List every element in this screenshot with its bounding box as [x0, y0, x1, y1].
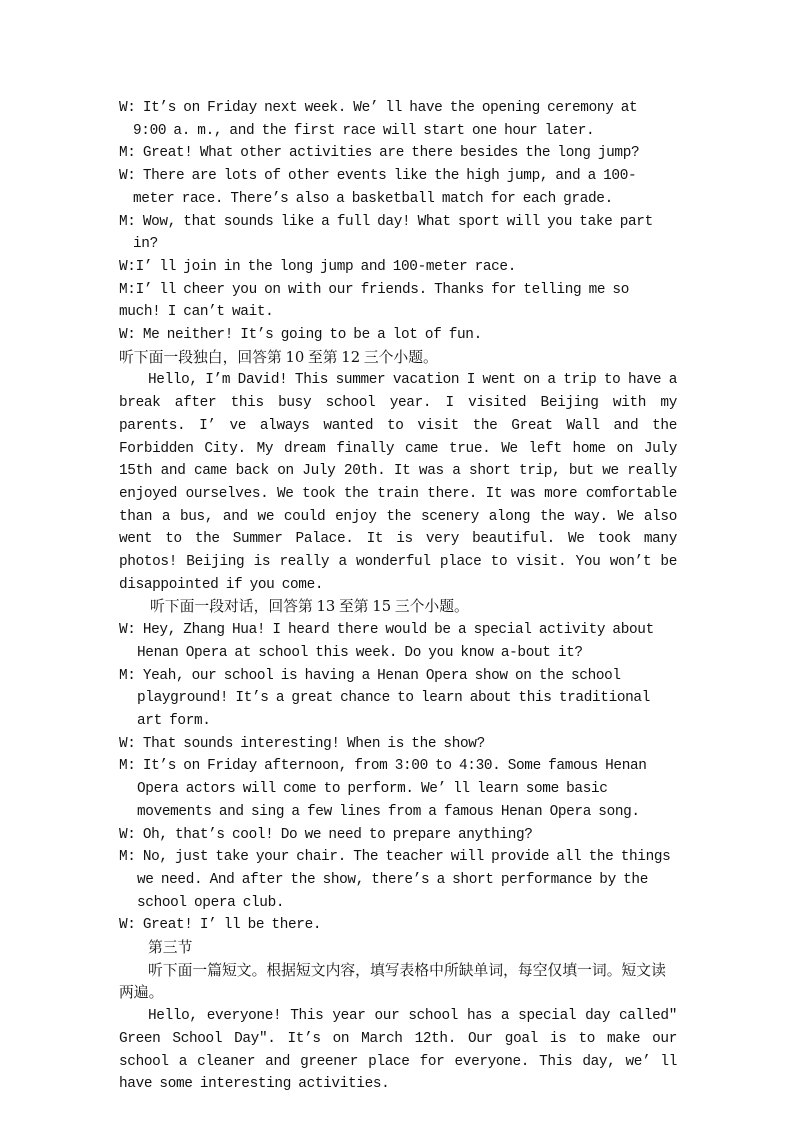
dialogue-line: M: No, just take your chair. The teacher will provide all the things we need. And after the show, there’s a short performance by the school opera club. [119, 849, 671, 911]
section-heading-dialogue: 听下面一段对话，回答第 13 至第 15 三个小题。 [150, 598, 469, 616]
part-instruction: 听下面一篇短文。根据短文内容，填写表格中所缺单词，每空仅填一词。短文读两遍。 [119, 961, 666, 1002]
dialogue-line: M: Great! What other activities are there besides the long jump? [119, 145, 640, 162]
dialogue-line: M: Yeah, our school is having a Henan Opera show on the school playground! It’s a great chance to learn about this traditional art form. [119, 667, 651, 729]
dialogue-line: W: Me neither! It’s going to be a lot of fun. [119, 327, 482, 344]
dialogue-line: W: That sounds interesting! When is the show? [119, 735, 485, 752]
section-heading-monologue: 听下面一段独白，回答第 10 至第 12 三个小题。 [119, 348, 438, 366]
dialogue-line: W: Oh, that’s cool! Do we need to prepare anything? [119, 826, 533, 843]
dialogue-line: M: It’s on Friday afternoon, from 3:00 to 4:30. Some famous Henan Opera actors will come to perform. We’ ll learn some basic movements and sing a few lines from a famous Henan Opera song. [119, 758, 647, 820]
dialogue-line: W: Hey, Zhang Hua! I heard there would be a special activity about Henan Opera at school this week. Do you know a-bout it? [119, 622, 654, 661]
dialogue-line: W:I’ ll join in the long jump and 100-meter race. [119, 258, 517, 275]
dialogue-line: W: It’s on Friday next week. We’ ll have the opening ceremony at 9:00 a. m., and the first race will start one hour later. [119, 100, 638, 139]
passage-paragraph: Hello, everyone! This year our school has a special day called" Green School Day". It’s on March 12th. Our goal is to make our school a cleaner and greener place for everyone. This day, we’ ll have some interesting activities. [119, 1008, 677, 1093]
dialogue-line: M:I’ ll cheer you on with our friends. Thanks for telling me so much! I can’t wait. [119, 281, 630, 321]
dialogue-line: W: There are lots of other events like the high jump, and a 100-meter race. There’s also a basketball match for each grade. [119, 168, 637, 207]
monologue-paragraph: Hello, I’m David! This summer vacation I went on a trip to have a break after this busy school year. I visited Beijing with my parents. I’ ve always wanted to visit the Great Wall and the Forbidden City. My dream finally came true. We left home on July 15th and came back on July 20th. It was a short trip, but we really enjoyed ourselves. We took the train there. It was more comfortable than a bus, and we could enjoy the scenery along the way. We also went to the Summer Palace. It is very beautiful. We took many photos! Beijing is really a wonderful place to visit. You won’t be disappointed if you come. [119, 372, 677, 593]
document-body [119, 97, 677, 1096]
dialogue-line: M: Wow, that sounds like a full day! What sport will you take part in? [119, 213, 653, 253]
dialogue-line: W: Great! I’ ll be there. [119, 917, 322, 934]
part-label: 第三节 [148, 939, 193, 957]
